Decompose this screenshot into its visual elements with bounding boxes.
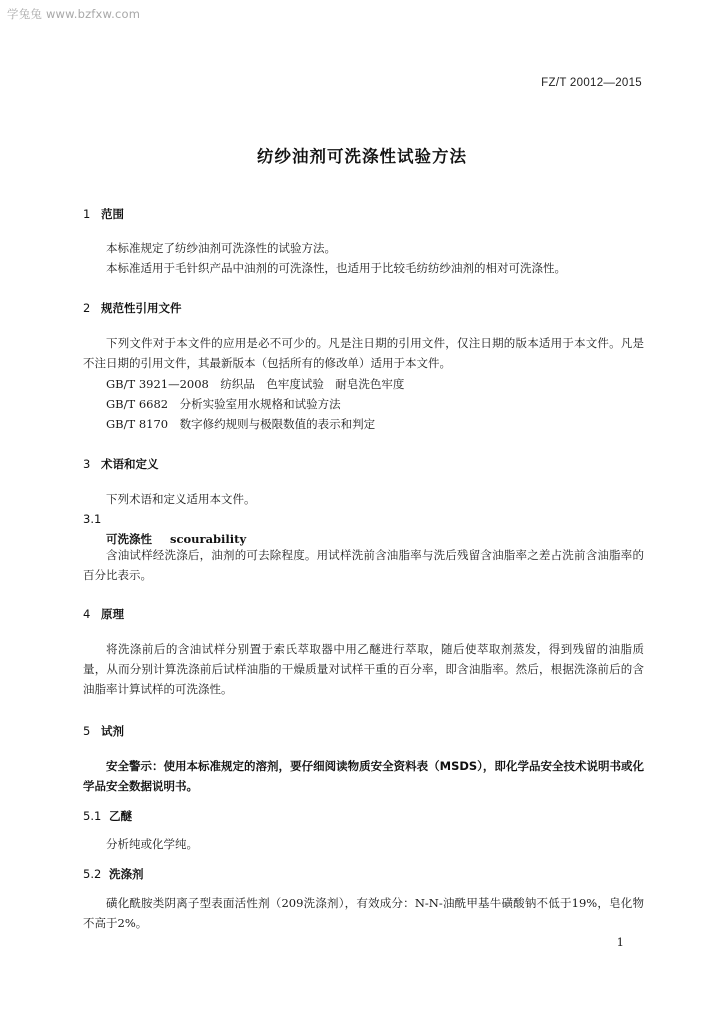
- document-title: 纺纱油剂可洗涤性试验方法: [257, 147, 467, 166]
- section-title: 术语和定义: [101, 457, 159, 471]
- clause-5-2-text: 磺化酰胺类阴离子型表面活性剂（209洗涤剂），有效成分：N-N-油酰甲基牛磺酸钠不低于19%，皂化物不高于2%。: [83, 896, 644, 930]
- normative-reference: GB/T 3921—2008 纺织品 色牢度试验 耐皂洗色牢度: [106, 377, 405, 391]
- section-title: 规范性引用文件: [101, 301, 182, 315]
- watermark: 学兔兔 www.bzfxw.com: [7, 7, 141, 21]
- document-code: FZ/T 20012—2015: [541, 77, 642, 89]
- clause-number: 3.1: [83, 512, 102, 526]
- clause-title: 乙醚: [109, 809, 132, 823]
- clause-title: 洗涤剂: [109, 867, 144, 881]
- section-2-heading: [83, 300, 182, 316]
- section-number: 3: [83, 457, 91, 471]
- page-number: 1: [616, 935, 624, 949]
- term-definition: 含油试样经洗涤后，油剂的可去除程度。用试样洗前含油脂率与洗后残留含油脂率之差占洗前含油脂率的百分比表示。: [83, 548, 644, 582]
- section-5-heading: [83, 723, 124, 739]
- term-chinese: 可洗涤性: [106, 532, 152, 546]
- normative-reference: GB/T 8170 数字修约规则与极限数值的表示和判定: [106, 417, 376, 431]
- section-number: 1: [83, 207, 91, 221]
- section-1-heading: [83, 206, 124, 222]
- clause-5-1-text: 分析纯或化学纯。: [106, 837, 198, 851]
- section-2-paragraph-1: 下列文件对于本文件的应用是必不可少的。凡是注日期的引用文件，仅注日期的版本适用于本文件。凡是不注日期的引用文件，其最新版本（包括所有的修改单）适用于本文件。: [83, 336, 644, 370]
- section-number: 2: [83, 301, 91, 315]
- section-number: 5: [83, 724, 91, 738]
- section-3-heading: [83, 456, 159, 472]
- section-title: 范围: [101, 207, 124, 221]
- section-4-paragraph-1: 将洗涤前后的含油试样分别置于索氏萃取器中用乙醚进行萃取，随后使萃取剂蒸发，得到残留的油脂质量，从而分别计算洗涤前后试样油脂的干燥质量对试样干重的百分率，即含油脂率。然后，根据洗涤前后的含油脂率计算试样的可洗涤性。: [83, 642, 644, 696]
- normative-reference: GB/T 6682 分析实验室用水规格和试验方法: [106, 397, 341, 411]
- section-1-paragraph-2: 本标准适用于毛针织产品中油剂的可洗涤性，也适用于比较毛纺纺纱油剂的相对可洗涤性。: [106, 261, 566, 275]
- clause-5-2-heading: [83, 866, 144, 882]
- term-english: scourability: [170, 532, 247, 546]
- clause-5-1-heading: [83, 808, 132, 824]
- clause-number: 5.2: [83, 867, 102, 881]
- section-4-heading: [83, 606, 124, 622]
- clause-3-1-number: [83, 512, 101, 526]
- section-3-paragraph-1: 下列术语和定义适用本文件。: [106, 492, 256, 506]
- safety-warning: 安全警示：使用本标准规定的溶剂，要仔细阅读物质安全资料表（MSDS），即化学品安全技术说明书或化学品安全数据说明书。: [83, 759, 644, 793]
- section-1-paragraph-1: 本标准规定了纺纱油剂可洗涤性的试验方法。: [106, 241, 336, 255]
- clause-number: 5.1: [83, 809, 102, 823]
- section-number: 4: [83, 607, 91, 621]
- section-title: 试剂: [101, 724, 124, 738]
- section-title: 原理: [101, 607, 124, 621]
